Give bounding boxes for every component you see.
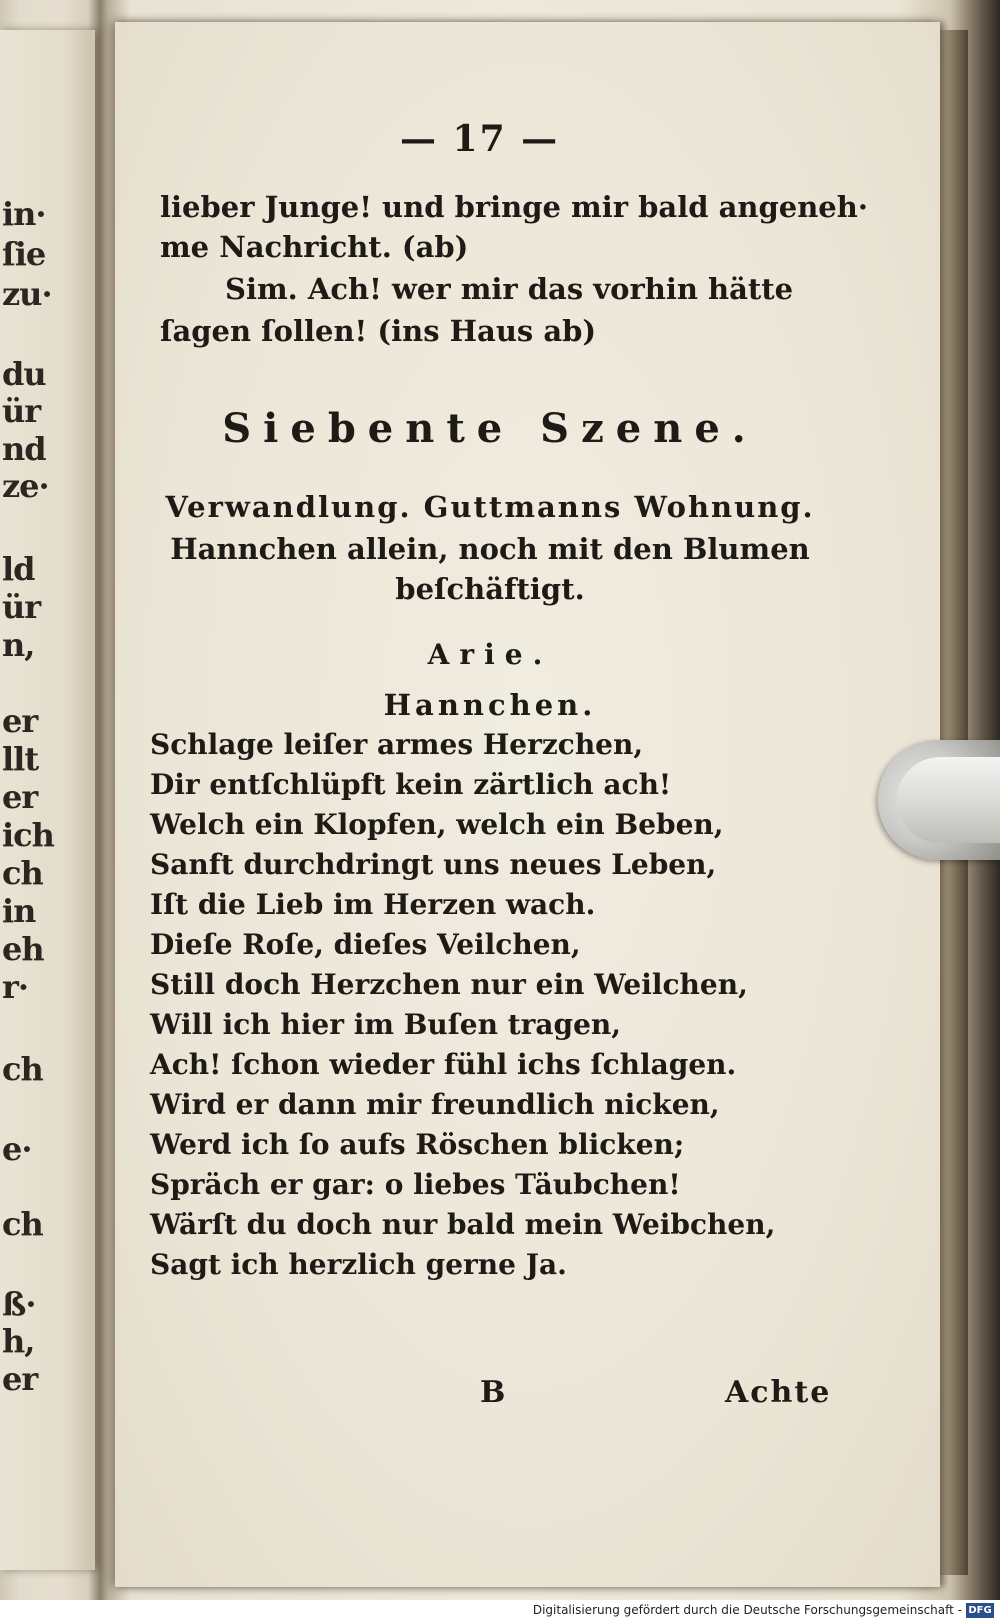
left-fragment: er — [2, 702, 38, 740]
paragraph-line: ſagen ſollen! (ins Haus ab) — [160, 314, 597, 348]
scene-heading: Siebente Szene. — [222, 405, 758, 452]
stage-direction-line: beſchäftigt. — [395, 572, 585, 606]
verse-line: Schlage leiſer armes Herzchen, — [150, 728, 644, 761]
verse-line: Welch ein Klopfen, welch ein Beben, — [150, 808, 724, 841]
left-fragment: n, — [2, 626, 35, 664]
catchword: Achte — [725, 1375, 832, 1410]
stage-direction-line: Hannchen allein, noch mit den Blumen — [170, 532, 810, 566]
metal-clip-highlight — [897, 757, 1000, 843]
left-fragment: ld — [2, 550, 35, 588]
verse-line: Iſt die Lieb im Herzen wach. — [150, 888, 596, 921]
dfg-credit: Digitalisierung gefördert durch die Deutsche Forschungsgemeinschaft - — [532, 1603, 962, 1617]
left-fragment: ür — [2, 392, 41, 430]
verse-line: Will ich hier im Buſen tragen, — [150, 1008, 622, 1041]
left-fragment: nd — [2, 430, 46, 468]
singer-name: Hannchen. — [383, 688, 597, 722]
left-fragment: ch — [2, 1205, 43, 1243]
verse-line: Spräch er gar: o liebes Täubchen! — [150, 1168, 681, 1201]
left-fragment: e· — [2, 1130, 32, 1168]
left-fragment: er — [2, 1360, 38, 1398]
verse-line: Ach! ſchon wieder fühl ichs ſchlagen. — [150, 1048, 737, 1081]
stage-direction-line: Verwandlung. Guttmanns Wohnung. — [165, 490, 815, 524]
left-fragment: ſie — [2, 235, 46, 273]
paragraph-line: me Nachricht. (ab) — [160, 230, 469, 264]
left-fragment: ß· — [2, 1285, 36, 1323]
left-fragment: du — [2, 355, 46, 393]
verse-line: Dir entſchlüpft kein zärtlich ach! — [150, 768, 672, 801]
verse-line: Sanft durchdringt uns neues Leben, — [150, 848, 717, 881]
paragraph-line: lieber Junge! und bringe mir bald angeneh· — [160, 190, 868, 224]
verse-line: Wärſt du doch nur bald mein Weibchen, — [150, 1208, 776, 1241]
left-fragment: ch — [2, 854, 43, 892]
verse-line: Werd ich ſo aufs Röschen blicken; — [150, 1128, 685, 1161]
left-fragment: r· — [2, 968, 28, 1006]
left-fragment: in — [2, 892, 36, 930]
dfg-footer-bar — [0, 1600, 1000, 1622]
verse-line: Wird er dann mir freundlich nicken, — [150, 1088, 720, 1121]
left-fragment: ze· — [2, 467, 49, 505]
left-fragment: zu· — [2, 275, 52, 313]
aria-title: Arie. — [427, 638, 553, 671]
verse-line: Still doch Herzchen nur ein Weilchen, — [150, 968, 748, 1001]
left-page-edge — [0, 30, 95, 1570]
left-fragment: ür — [2, 588, 41, 626]
dfg-logo: DFG — [966, 1603, 994, 1618]
left-fragment: in· — [2, 195, 46, 233]
paragraph-line: Sim. Ach! wer mir das vorhin hätte — [225, 272, 794, 306]
left-fragment: ich — [2, 816, 54, 854]
left-fragment: ch — [2, 1050, 43, 1088]
signature-mark: B — [480, 1375, 506, 1410]
left-fragment: llt — [2, 740, 39, 778]
verse-line: Sagt ich herzlich gerne Ja. — [150, 1248, 567, 1281]
verse-line: Dieſe Roſe, dieſes Veilchen, — [150, 928, 581, 961]
left-fragment: h, — [2, 1322, 35, 1360]
left-fragment: er — [2, 778, 38, 816]
left-fragment: eh — [2, 930, 44, 968]
page-number: — 17 — — [400, 118, 560, 160]
